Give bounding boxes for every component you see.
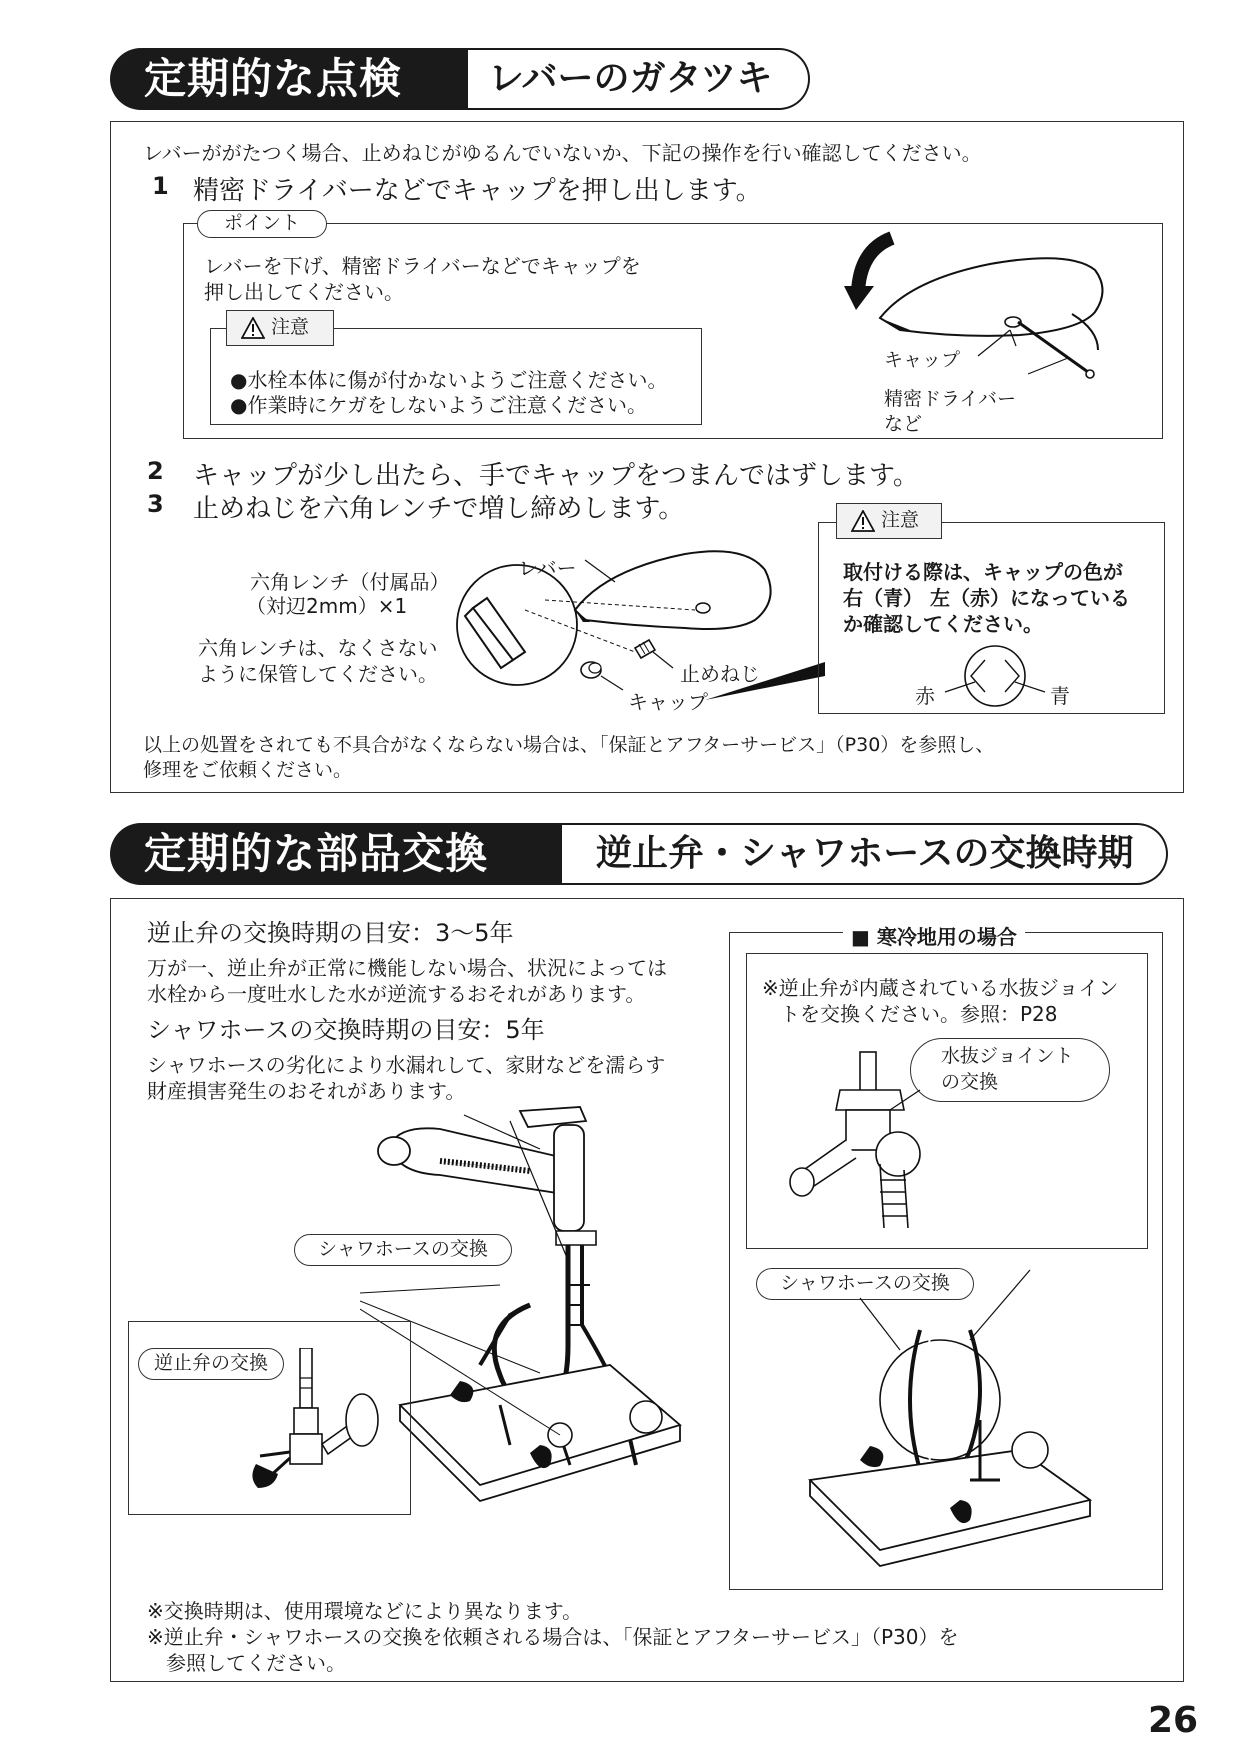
section1-intro: レバーががたつく場合、止めねじがゆるんでいないか、下記の操作を行い確認してください。 (143, 141, 982, 165)
fig1-driver-label1: 精密ドライバー (884, 388, 1017, 410)
step3-text: 止めねじを六角レンチで増し締めします。 (193, 494, 685, 524)
step2-text: キャップが少し出たら、手でキャップをつまんではずします。 (193, 461, 919, 491)
check-valve-illustration (250, 1348, 410, 1508)
drain-joint-illustration (780, 1050, 980, 1230)
caution2-tab (836, 503, 942, 539)
red-label: 赤 (915, 684, 935, 708)
fig2-screw-label: 止めねじ (680, 662, 760, 686)
section2-title: 定期的な部品交換 (110, 823, 562, 885)
cap-color-diagram (935, 642, 1055, 714)
fig2-lever-label: レバー (518, 556, 577, 580)
check-valve-line1: 万が一、逆止弁が正常に機能しない場合、状況によっては (147, 956, 667, 980)
hose-line2: 財産損害発生のおそれがあります。 (147, 1079, 466, 1103)
point-line1: レバーを下げ、精密ドライバーなどでキャップを (204, 254, 641, 278)
wrench-note2: ように保管してください。 (198, 662, 438, 686)
drain-joint-line2: の交換 (941, 1071, 999, 1093)
section1-header (110, 48, 810, 110)
note2: ※逆止弁・シャワホースの交換を依頼される場合は、「保証とアフターサービス」（P30）を (147, 1625, 959, 1649)
hose-line1: シャワホースの劣化により水漏れして、家財などを濡らす (147, 1053, 666, 1077)
wrench-line2: （対辺2mm）×1 (246, 594, 408, 618)
fig2-cap-label: キャップ (628, 690, 708, 714)
section1-footer-line1: 以上の処置をされても不具合がなくならない場合は、「保証とアフターサービス」（P30）を参照し、 (143, 734, 995, 756)
wrench-note1: 六角レンチは、なくさない (198, 636, 438, 660)
section1-subtitle: レバーのガタツキ (468, 48, 810, 110)
warning-icon (851, 510, 875, 532)
fig1-driver-label2: など (884, 413, 923, 435)
note1: ※交換時期は、使用環境などにより異なります。 (147, 1599, 583, 1623)
caution1-tab (226, 310, 334, 346)
check-valve-line2: 水栓から一度吐水した水が逆流するおそれがあります。 (147, 982, 646, 1006)
section1-footer-line2: 修理をご依頼ください。 (143, 759, 353, 781)
point-label: ポイント (197, 210, 327, 238)
caution2-line1: 取付ける際は、キャップの色が (843, 560, 1123, 584)
faucet-cold-illustration (800, 1250, 1100, 1580)
section2-subtitle: 逆止弁・シャワホースの交換時期 (562, 823, 1168, 885)
section1-title: 定期的な点検 (110, 48, 468, 110)
hose-heading: シャワホースの交換時期の目安：5年 (147, 1016, 545, 1044)
step2-number: 2 (147, 457, 164, 485)
check-valve-label: 逆止弁の交換 (138, 1348, 284, 1380)
caution1-label: 注意 (271, 316, 310, 338)
drain-joint-line1: 水抜ジョイント (941, 1045, 1074, 1067)
cold-region-title: ■ 寒冷地用の場合 (843, 921, 1025, 950)
section2-header (110, 823, 1168, 885)
cold-note1: ※逆止弁が内蔵されている水抜ジョイン (762, 976, 1119, 1000)
caution1-line1: ●水栓本体に傷が付かないようご注意ください。 (230, 368, 668, 392)
step1-text: 精密ドライバーなどでキャップを押し出します。 (193, 176, 762, 206)
caution2-line3: か確認してください。 (843, 612, 1043, 636)
cold-note2: トを交換ください。参照：P28 (780, 1002, 1058, 1026)
blue-label: 青 (1050, 684, 1070, 708)
caution1-line2: ●作業時にケガをしないようご注意ください。 (230, 393, 648, 417)
step3-number: 3 (147, 490, 164, 518)
note3: 参照してください。 (166, 1651, 346, 1675)
check-valve-heading: 逆止弁の交換時期の目安：3～5年 (147, 919, 514, 947)
lever-screw-illustration (455, 540, 835, 710)
hose-replace-label-right: シャワホースの交換 (756, 1268, 974, 1300)
warning-icon (241, 317, 265, 339)
page-number: 26 (1148, 1700, 1199, 1741)
hose-replace-label-left: シャワホースの交換 (294, 1234, 512, 1266)
point-line2: 押し出してください。 (204, 280, 404, 304)
caution2-label: 注意 (881, 509, 920, 531)
kitchen-faucet-illustration (360, 1105, 700, 1535)
step1-number: 1 (152, 172, 169, 200)
fig1-cap-label: キャップ (884, 349, 961, 371)
caution2-line2: 右（青） 左（赤）になっている (843, 586, 1130, 610)
wrench-line1: 六角レンチ（付属品） (250, 570, 450, 594)
